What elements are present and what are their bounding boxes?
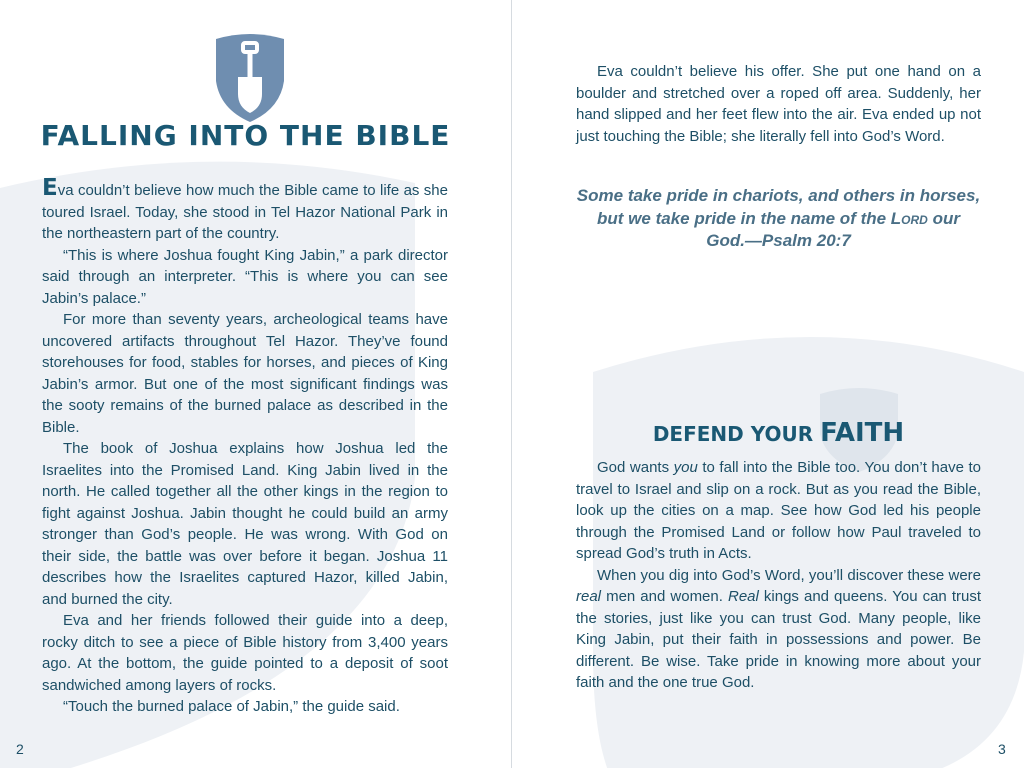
emphasis: real <box>576 588 602 605</box>
paragraph: For more than seventy years, archeological teams have uncovered artifacts throughout Tel Hazor. They’ve found storehouses for food, stables for horses, and pieces of King Jabin’s armor. But one of the most significant findings was the sooty remains of the burned palace as described in the Bible. <box>42 311 448 436</box>
page-gutter <box>511 0 512 768</box>
faith-emphasis: FAITH <box>820 418 905 448</box>
defend-your-faith-heading: DEFEND YOUR FAITH <box>652 418 905 448</box>
paragraph: The book of Joshua explains how Joshua led the Israelites into the Promised Land. King Jabin lived in the north. He called together all the other kings in the region to fight against Joshua. Jabin thought he could build an army stronger than God’s people. He was wrong. With God on their side, the battle was over before it began. Joshua 11 describes how the Israelites captured Hazor, killed Jabin, and burned the city. <box>42 440 448 608</box>
emphasis: you <box>673 459 698 476</box>
paragraph: Eva and her friends followed their guide into a deep, rocky ditch to see a piece of Bible history from 3,400 years ago. At the bottom, the guide pointed to a deposit of soot sandwiched among layers of rocks. <box>42 612 448 694</box>
drop-cap: E <box>42 175 58 201</box>
paragraph: Eva couldn’t believe his offer. She put one hand on a boulder and stretched over a roped off area. Suddenly, her hand slipped and her feet flew into the air. Eva ended up not just touching the Bible; she literally fell into God’s Word. <box>576 63 981 145</box>
left-body-text <box>42 175 448 718</box>
emphasis: Real <box>727 588 759 605</box>
page-number: 2 <box>16 741 24 757</box>
paragraph: When you dig into God’s Word, you’ll discover these were real men and women. Real kings and queens. You can trust the stories, just like you can trust God. Many people, like King Jabin, put their faith in possessions and power. Be different. Be wise. Take pride in knowing more about your faith and the one true God. <box>576 566 982 691</box>
right-page <box>513 0 1024 768</box>
paragraph: God wants you to fall into the Bible too. You don’t have to travel to Israel and slip on a rock. But as you read the Bible, look up the cities on a map. See how God led his people through the Promised Land or follow how Paul traveled to spread God’s truth in Acts. <box>576 459 982 562</box>
paragraph: “This is where Joshua fought King Jabin,” a park director said through an interpreter. “This is where you can see Jabin’s palace.” <box>42 246 448 307</box>
paragraph: “Touch the burned palace of Jabin,” the guide said. <box>63 698 400 715</box>
paragraph <box>42 175 448 245</box>
page-number: 3 <box>998 741 1006 757</box>
lord-small-caps: Lord <box>890 208 928 228</box>
defend-body-text <box>576 457 981 694</box>
chapter-title: FALLING INTO THE BIBLE <box>40 119 451 152</box>
scripture-verse: Some take pride in chariots, and others in horses, but we take pride in the name of the Lord our God.—Psalm 20:7 <box>576 186 981 250</box>
left-page <box>0 0 511 768</box>
paragraph-text: va couldn’t believe how much the Bible came to life as she toured Israel. Today, she stood in Tel Hazor National Park in the northeastern part of the country. <box>42 182 448 242</box>
right-top-text <box>576 61 981 147</box>
shovel-shield-icon <box>214 31 286 123</box>
